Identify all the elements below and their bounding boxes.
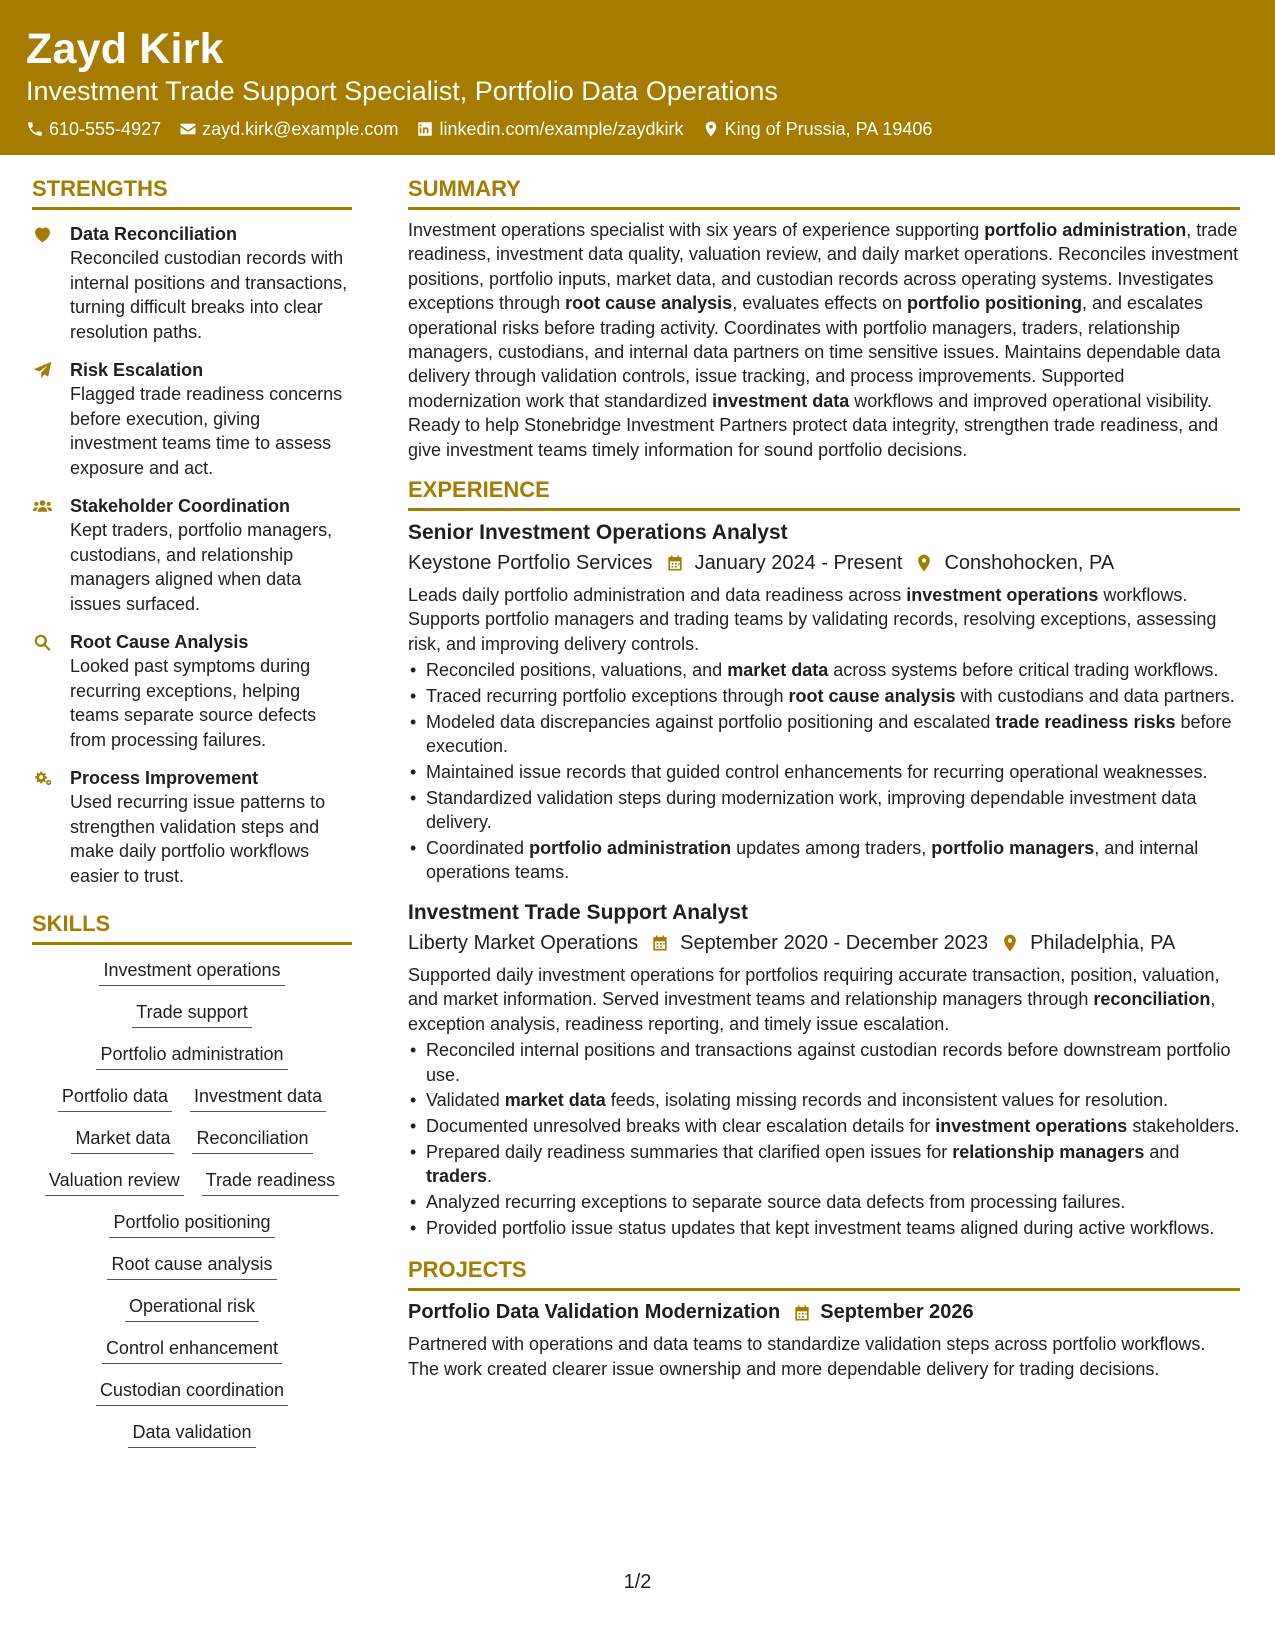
skill-tag: Reconciliation	[192, 1127, 312, 1154]
search-icon	[32, 632, 53, 653]
job-dates: September 2020 - December 2023	[650, 929, 988, 957]
bullet-item: • Documented unresolved breaks with clear escalation details for investment operations stakeholders.	[408, 1114, 1240, 1138]
skill-row	[36, 1169, 348, 1196]
skill-tag: Trade readiness	[202, 1169, 339, 1196]
skill-tag: Investment data	[190, 1085, 326, 1112]
bullet-item: • Traced recurring portfolio exceptions through root cause analysis with custodians and data partners.	[408, 684, 1240, 708]
skill-row	[90, 959, 293, 986]
strength-description: Looked past symptoms during recurring exceptions, helping teams separate source defects from processing failures.	[70, 656, 317, 750]
candidate-name: Zayd Kirk	[26, 25, 224, 73]
gears-icon	[32, 768, 53, 789]
projects-heading: PROJECTS	[408, 1256, 1240, 1291]
job-description: Supported daily investment operations for portfolios requiring accurate transaction, position, valuation, and market information. Served investment teams and relationship managers through reconciliation, exception analysis, readiness reporting, and timely issue escalation.	[408, 964, 1220, 1034]
bullet-item: • Standardized validation steps during modernization work, improving dependable investment data delivery.	[408, 786, 1240, 835]
strengths-heading: STRENGTHS	[32, 175, 352, 210]
project-date: September 2026	[820, 1301, 974, 1324]
map-pin-icon	[1000, 933, 1020, 953]
skill-tag: Custodian coordination	[96, 1379, 288, 1406]
job-meta	[408, 549, 1240, 577]
project-title: Portfolio Data Validation Modernization	[408, 1301, 781, 1324]
job-description: Leads daily portfolio administration and data readiness across investment operations workflows. Supports portfolio managers and trading teams by validating records, resolving exceptions, assessing risk, and improving delivery controls.	[408, 585, 1217, 654]
job-entry	[408, 899, 1240, 1240]
strengths-list	[32, 222, 352, 888]
bullet-item: • Reconciled internal positions and transactions against custodian records before downstream portfolio use.	[408, 1038, 1240, 1087]
phone-icon	[26, 120, 44, 138]
job-company: Liberty Market Operations	[408, 931, 639, 954]
phone-text: 610-555-4927	[49, 119, 162, 139]
skill-tag: Data validation	[128, 1421, 255, 1448]
linkedin-text: linkedin.com/example/zaydkirk	[439, 119, 684, 139]
skill-tag: Operational risk	[125, 1295, 259, 1322]
summary-heading: SUMMARY	[408, 175, 1240, 210]
strength-title: Stakeholder Coordination	[70, 496, 291, 516]
location-text: King of Prussia, PA 19406	[724, 119, 933, 139]
calendar-icon	[792, 1303, 812, 1323]
skill-tag: Portfolio positioning	[109, 1211, 274, 1238]
job-company: Keystone Portfolio Services	[408, 552, 653, 575]
skill-row	[119, 1421, 264, 1448]
skill-row	[87, 1379, 297, 1406]
project-entry	[408, 1299, 1240, 1381]
skill-tag: Trade support	[132, 1001, 251, 1028]
project-header	[408, 1299, 1240, 1326]
users-icon	[32, 496, 53, 517]
skill-tag: Portfolio administration	[96, 1043, 287, 1070]
skill-tag: Market data	[71, 1127, 174, 1154]
strength-item	[32, 358, 352, 480]
contact-location	[702, 118, 933, 140]
job-title: Investment Trade Support Analyst	[408, 900, 748, 924]
candidate-title: Investment Trade Support Specialist, Portfolio Data Operations	[26, 76, 778, 106]
bullet-item: • Maintained issue records that guided control enhancements for recurring operational weaknesses.	[408, 760, 1240, 784]
calendar-icon	[665, 553, 685, 573]
left-column	[32, 175, 352, 1463]
paper-plane-icon	[32, 360, 53, 381]
map-pin-icon	[702, 120, 720, 138]
skill-tag: Control enhancement	[102, 1337, 282, 1364]
strength-title: Root Cause Analysis	[70, 632, 249, 652]
strength-item	[32, 766, 352, 888]
bullet-item: • Provided portfolio issue status updates that kept investment teams aligned during active workflows.	[408, 1216, 1240, 1240]
envelope-icon	[179, 120, 197, 138]
right-column	[408, 175, 1240, 1381]
skill-tag: Root cause analysis	[107, 1253, 276, 1280]
resume-header	[0, 0, 1275, 155]
skill-row	[62, 1127, 321, 1154]
linkedin-icon	[416, 120, 434, 138]
skill-tag: Valuation review	[45, 1169, 184, 1196]
skill-row	[123, 1001, 260, 1028]
strength-title: Process Improvement	[70, 768, 259, 788]
strength-description: Used recurring issue patterns to strengthen validation steps and make daily portfolio workflows easier to trust.	[70, 792, 326, 886]
bullet-item: • Validated market data feeds, isolating missing records and inconsistent values for resolution.	[408, 1088, 1240, 1112]
job-meta	[408, 929, 1240, 957]
strength-item	[32, 494, 352, 616]
strength-item	[32, 222, 352, 344]
job-title: Senior Investment Operations Analyst	[408, 521, 788, 545]
skill-row	[49, 1085, 335, 1112]
skill-row	[87, 1043, 296, 1070]
strength-description: Reconciled custodian records with internal positions and transactions, turning difficult breaks into clear resolution paths.	[70, 248, 348, 342]
strength-title: Data Reconciliation	[70, 224, 238, 244]
bullet-item: • Analyzed recurring exceptions to separate source data defects from processing failures.	[408, 1190, 1240, 1214]
heart-icon	[32, 224, 53, 245]
experience-heading: EXPERIENCE	[408, 476, 1240, 511]
skills-list	[32, 959, 352, 1463]
bullet-item: • Coordinated portfolio administration updates among traders, portfolio managers, and internal operations teams.	[408, 836, 1240, 885]
bullet-item: • Prepared daily readiness summaries that clarified open issues for relationship managers and traders.	[408, 1140, 1240, 1189]
project-description: Partnered with operations and data teams to standardize validation steps across portfolio workflows. The work created clearer issue ownership and more dependable delivery for trading decisions.	[408, 1334, 1206, 1379]
skill-row	[116, 1295, 268, 1322]
job-entry	[408, 519, 1240, 885]
bullet-item: • Modeled data discrepancies against portfolio positioning and escalated trade readiness risks before execution.	[408, 710, 1240, 759]
skill-row	[98, 1253, 285, 1280]
email-text: zayd.kirk@example.com	[202, 119, 399, 139]
skill-tag: Investment operations	[99, 959, 284, 986]
contact-linkedin[interactable]	[416, 118, 683, 140]
job-location: Philadelphia, PA	[1000, 929, 1175, 957]
contact-email[interactable]	[179, 118, 398, 140]
skill-row	[100, 1211, 283, 1238]
strength-description: Flagged trade readiness concerns before execution, giving investment teams time to assess exposure and act.	[70, 384, 343, 478]
job-bullets	[408, 1038, 1240, 1240]
skill-row	[93, 1337, 291, 1364]
summary-text: Investment operations specialist with six years of experience supporting portfolio administration, trade readiness, investment data quality, valuation review, and daily market operations. Reconciles investment positions, portfolio inputs, market data, and custodian records across operating systems. Investigates exceptions through root cause analysis, evaluates effects on portfolio positioning, and escalates operational risks before trading activity. Coordinates with portfolio managers, traders, relationship managers, custodians, and internal data partners on time sensitive issues. Maintains dependable data delivery through validation controls, issue tracking, and process improvements. Supported modernization work that standardized investment data workflows and improved operational visibility. Ready to help Stonebridge Investment Partners protect data integrity, strengthen trade readiness, and give investment teams timely information for sound portfolio decisions.	[408, 220, 1239, 460]
job-location: Conshohocken, PA	[914, 549, 1114, 577]
contact-bar	[26, 118, 1249, 140]
job-bullets	[408, 658, 1240, 885]
strength-description: Kept traders, portfolio managers, custodians, and relationship managers aligned when data issues surfaced.	[70, 520, 333, 614]
bullet-item: • Reconciled positions, valuations, and market data across systems before critical trading workflows.	[408, 658, 1240, 682]
strength-title: Risk Escalation	[70, 360, 204, 380]
strength-item	[32, 630, 352, 752]
job-dates: January 2024 - Present	[665, 549, 903, 577]
map-pin-icon	[914, 553, 934, 573]
page-number: 1/2	[623, 1571, 652, 1593]
skill-tag: Portfolio data	[58, 1085, 172, 1112]
contact-phone[interactable]	[26, 118, 161, 140]
skills-heading: SKILLS	[32, 910, 352, 945]
calendar-icon	[650, 933, 670, 953]
